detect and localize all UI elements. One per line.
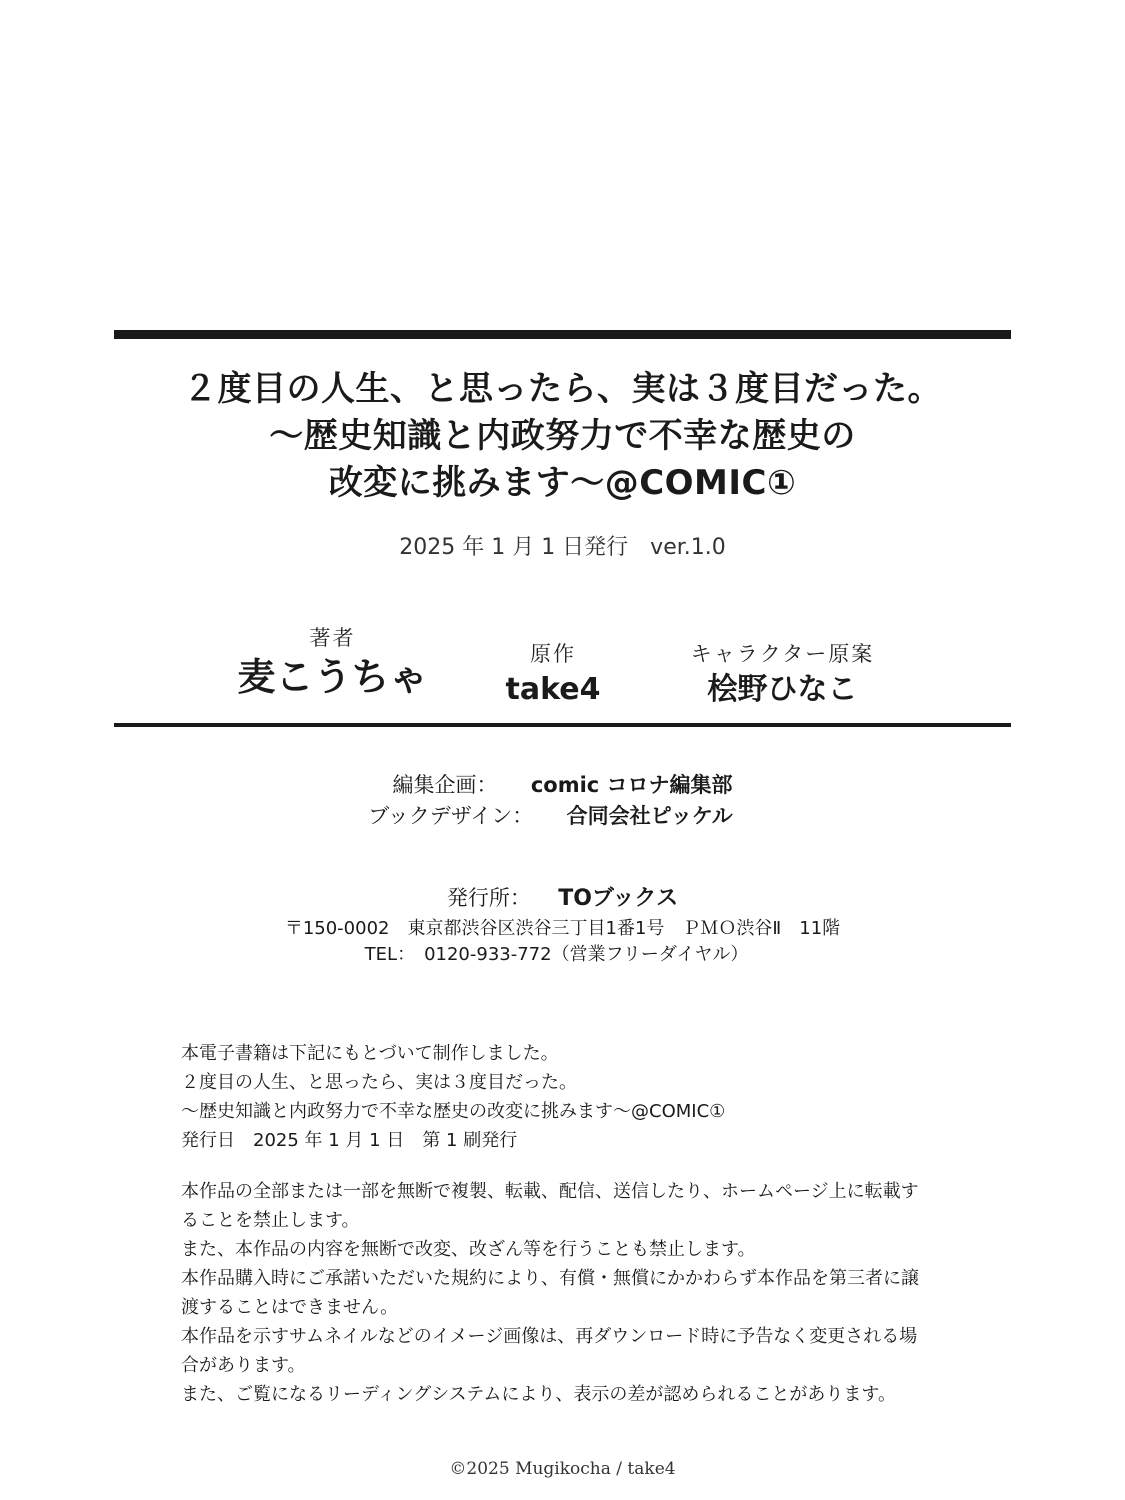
author-role: 著者 — [309, 626, 356, 650]
publisher-name: TOブックス — [558, 886, 679, 911]
notice-line: ２度目の人生、と思ったら、実は３度目だった。 — [181, 1072, 577, 1093]
publisher-label: 発行所： — [446, 886, 531, 910]
credit-character — [660, 638, 905, 712]
notice-line: ～歴史知識と内政努力で不幸な歴史の改変に挑みます～@COMIC① — [181, 1101, 726, 1122]
credit-original — [478, 638, 628, 712]
notice-line: 本作品購入時にご承諾いただいた規約により、有償・無償にかかわらず本作品を第三者に譲 — [181, 1268, 919, 1289]
title-line-3: 改変に挑みます～@COMIC① — [328, 463, 797, 503]
book-title — [60, 366, 1065, 507]
book-design — [0, 800, 1113, 830]
planning-label: 編集企画： — [392, 773, 498, 797]
notice-line: ることを禁止します。 — [181, 1210, 360, 1231]
publisher-address: 〒150-0002 東京都渋谷区渋谷三丁目1番1号 ＰＭＯ渋谷Ⅱ 11階 — [284, 918, 841, 939]
character-name: 桧野ひなこ — [707, 672, 858, 707]
notice-line: また、本作品の内容を無断で改変、改ざん等を行うことも禁止します。 — [181, 1239, 756, 1260]
design-value: 合同会社ピッケル — [566, 804, 733, 828]
publisher-line — [0, 881, 1125, 912]
author-name: 麦こうちゃ — [237, 655, 428, 699]
notice-line: 本作品の全部または一部を無断で複製、転載、配信、送信したり、ホームページ上に転載す — [181, 1181, 919, 1202]
notice-line: 合があります。 — [181, 1355, 306, 1376]
top-rule — [114, 330, 1011, 339]
publication-date: 2025 年 1 月 1 日発行 ver.1.0 — [399, 535, 726, 560]
original-role: 原作 — [530, 642, 576, 666]
credit-author — [200, 622, 465, 702]
original-name: take4 — [505, 672, 601, 707]
copyright-line: ©2025 Mugikocha / take4 — [449, 1459, 676, 1479]
notice-section — [181, 1039, 981, 1409]
character-role: キャラクター原案 — [690, 642, 875, 666]
notice-line: 本作品を示すサムネイルなどのイメージ画像は、再ダウンロード時に予告なく変更される場 — [181, 1326, 918, 1347]
notice-line: 発行日 2025 年 1 月 1 日 第 1 刷発行 — [181, 1130, 518, 1151]
publisher-tel: TEL： 0120-933-772（営業フリーダイヤル） — [364, 944, 749, 965]
title-line-2: ～歴史知識と内政努力で不幸な歴史の — [269, 416, 856, 456]
title-line-1: ２度目の人生、と思ったら、実は３度目だった。 — [183, 369, 942, 409]
middle-rule — [114, 723, 1011, 727]
design-label: ブックデザイン： — [368, 804, 534, 828]
planning-value: comic コロナ編集部 — [530, 773, 733, 797]
editorial-planning — [0, 769, 1125, 799]
notice-line: 本電子書籍は下記にもとづいて制作しました。 — [181, 1043, 559, 1064]
notice-line: 渡することはできません。 — [181, 1297, 399, 1318]
notice-line: また、ご覧になるリーディングシステムにより、表示の差が認められることがあります。 — [181, 1384, 896, 1405]
